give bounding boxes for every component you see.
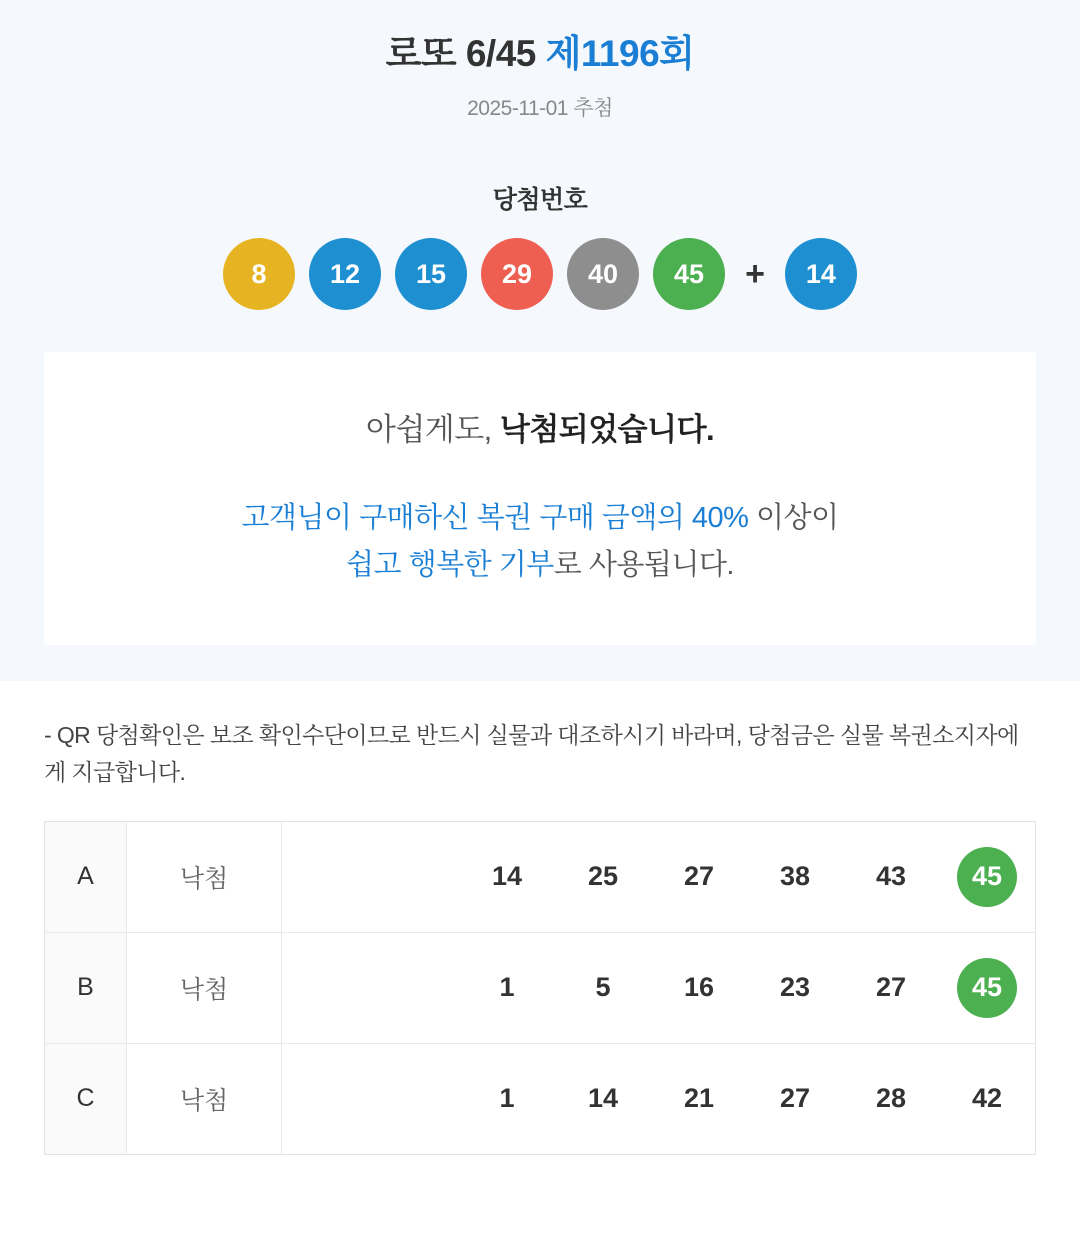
- lotto-game-name: 로또 6/45: [385, 33, 536, 74]
- ticket-numbers-row: [282, 1083, 1035, 1114]
- result-message-normal: 아쉽게도,: [365, 412, 500, 448]
- winning-ball: 12: [309, 238, 381, 310]
- ticket-number: 27: [875, 972, 907, 1003]
- winning-ball: 15: [395, 238, 467, 310]
- ticket-number: 25: [587, 861, 619, 892]
- bonus-ball: 14: [785, 238, 857, 310]
- ticket-table-body: [45, 821, 1036, 1154]
- donation-line1-rest: 이상이: [748, 502, 839, 535]
- ticket-results-table: [44, 821, 1036, 1155]
- winning-ball: 40: [567, 238, 639, 310]
- lotto-round-number: 제1196회: [545, 33, 695, 74]
- ticket-number: 42: [971, 1083, 1003, 1114]
- draw-date: 2025-11-01 추첨: [467, 97, 613, 121]
- result-card: [44, 352, 1036, 645]
- ticket-number: [939, 847, 1035, 907]
- ticket-numbers: [282, 932, 1036, 1043]
- ticket-number: 5: [595, 972, 611, 1003]
- ticket-number: 16: [683, 972, 715, 1003]
- ticket-numbers: [282, 1043, 1036, 1154]
- donation-line2-rest: 로 사용됩니다.: [553, 549, 734, 582]
- ticket-status: 낙첨: [127, 1043, 282, 1154]
- ticket-number: 27: [683, 861, 715, 892]
- ticket-number: 1: [499, 1083, 515, 1114]
- matched-number-badge: 45: [957, 958, 1017, 1018]
- qr-notice: - QR 당첨확인은 보조 확인수단이므로 반드시 실물과 대조하시기 바라며, 당첨금은 실물 복권소지자에게 지급합니다.: [44, 722, 1019, 785]
- ticket-letter: B: [45, 932, 127, 1043]
- donation-message: [64, 495, 1016, 589]
- ticket-number: 27: [779, 1083, 811, 1114]
- ticket-numbers-row: [282, 847, 1035, 907]
- ticket-number: 28: [875, 1083, 907, 1114]
- plus-icon: +: [745, 254, 765, 293]
- table-row: [45, 821, 1036, 932]
- table-row: [45, 932, 1036, 1043]
- ticket-number: 14: [587, 1083, 619, 1114]
- ticket-numbers-row: [282, 958, 1035, 1018]
- matched-number-badge: 45: [957, 847, 1017, 907]
- winning-ball: 45: [653, 238, 725, 310]
- ticket-letter: C: [45, 1043, 127, 1154]
- ticket-number: [939, 958, 1035, 1018]
- winning-ball: 29: [481, 238, 553, 310]
- ticket-number: 23: [779, 972, 811, 1003]
- ticket-status: 낙첨: [127, 821, 282, 932]
- result-message-bold: 낙첨되었습니다.: [499, 412, 715, 448]
- ticket-number: 43: [875, 861, 907, 892]
- ticket-number: 38: [779, 861, 811, 892]
- ticket-letter: A: [45, 821, 127, 932]
- result-message: [64, 404, 1016, 449]
- donation-line1-highlight: 고객님이 구매하신 복권 구매 금액의 40%: [241, 502, 749, 535]
- winning-numbers-label: 당첨번호: [492, 186, 588, 215]
- winning-ball: 8: [223, 238, 295, 310]
- ticket-numbers: [282, 821, 1036, 932]
- table-row: [45, 1043, 1036, 1154]
- ticket-number: 1: [499, 972, 515, 1003]
- donation-line2-highlight: 쉽고 행복한 기부: [346, 549, 554, 582]
- page-title: [0, 30, 1080, 78]
- ticket-number: 14: [491, 861, 523, 892]
- ticket-status: 낙첨: [127, 932, 282, 1043]
- ticket-number: 21: [683, 1083, 715, 1114]
- winning-numbers-row: [0, 238, 1080, 310]
